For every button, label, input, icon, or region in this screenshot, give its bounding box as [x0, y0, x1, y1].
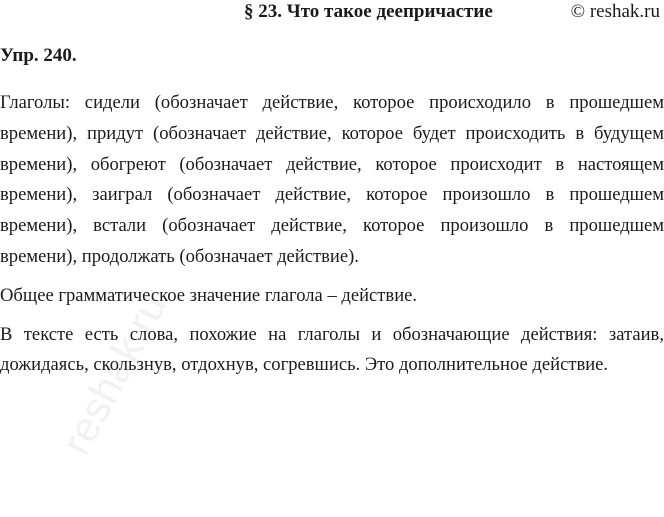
watermark-logo: reshak.ru: [52, 285, 176, 463]
exercise-title: Упр. 240.: [0, 45, 77, 66]
paragraph-gerunds: В тексте есть слова, похожие на глаголы и обозначающие действия: затаив, дожидаясь, скользнув, отдохнув, согревшись. Это дополнительное действие.: [0, 323, 664, 376]
paragraph-general-meaning: Общее грамматическое значение глагола – действие.: [0, 284, 418, 306]
answer-text: [0, 88, 664, 389]
page-header: [0, 0, 664, 30]
site-copyright: © reshak.ru: [570, 1, 660, 22]
section-title: § 23. Что такое деепричастие: [244, 1, 493, 22]
paragraph-verbs: Глаголы: сидели (обозначает действие, которое происходило в прошедшем времени), придут (обозначает действие, которое будет происходить в будущем времени), обогреют (обозначает действие, которое происходит в настоящем времени), заиграл (обозначает действие, которое произошло в прошедшем времени), встали (обозначает действие, которое произошло в прошедшем времени), продолжать (обозначает действие).: [0, 92, 664, 267]
